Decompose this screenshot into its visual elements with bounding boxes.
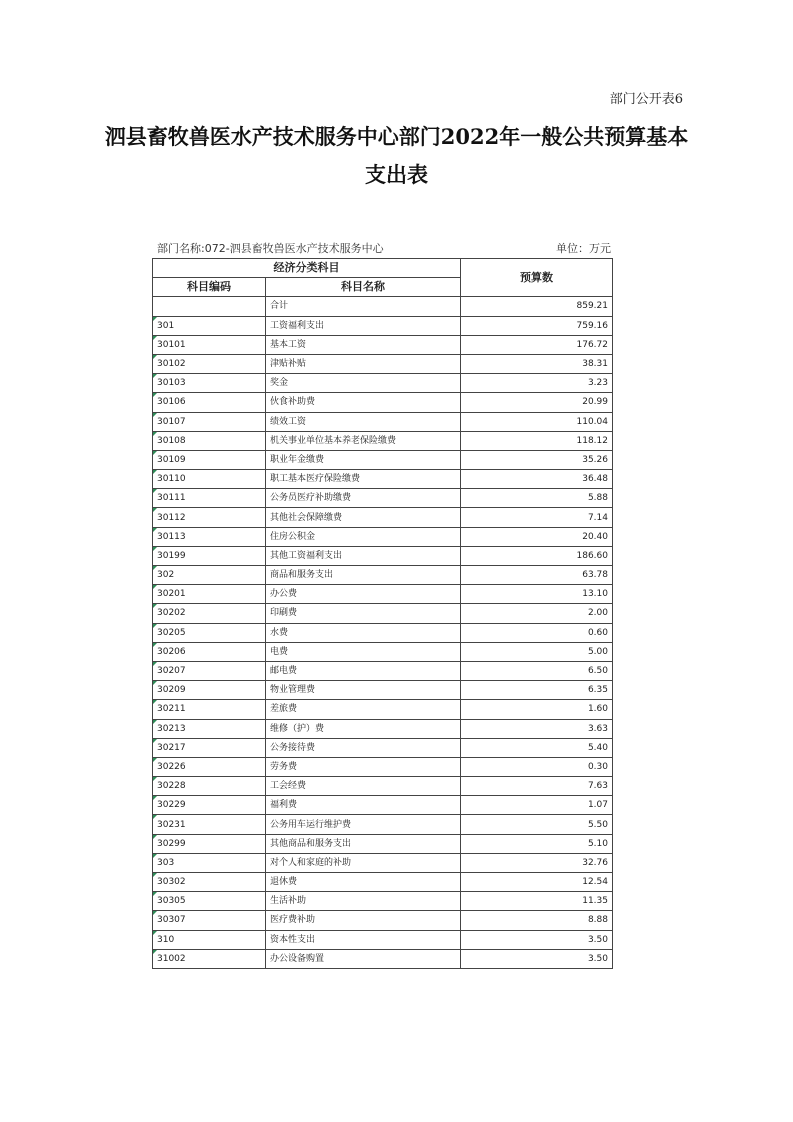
table-row bbox=[153, 892, 613, 911]
table-row bbox=[153, 450, 613, 469]
row-code: 30199 bbox=[153, 546, 266, 565]
row-amount: 12.54 bbox=[461, 873, 613, 892]
row-name: 其他社会保障缴费 bbox=[266, 508, 461, 527]
row-amount: 759.16 bbox=[461, 316, 613, 335]
table-row bbox=[153, 738, 613, 757]
table-row bbox=[153, 777, 613, 796]
header-group: 经济分类科目 bbox=[153, 259, 461, 278]
table-row bbox=[153, 834, 613, 853]
row-amount: 7.63 bbox=[461, 777, 613, 796]
table-row bbox=[153, 527, 613, 546]
row-name: 医疗费补助 bbox=[266, 911, 461, 930]
row-name: 职工基本医疗保险缴费 bbox=[266, 470, 461, 489]
row-name: 其他工资福利支出 bbox=[266, 546, 461, 565]
table-row bbox=[153, 757, 613, 776]
row-name: 其他商品和服务支出 bbox=[266, 834, 461, 853]
table-row bbox=[153, 546, 613, 565]
row-amount: 8.88 bbox=[461, 911, 613, 930]
row-amount: 5.88 bbox=[461, 489, 613, 508]
table-row bbox=[153, 700, 613, 719]
header-amount: 预算数 bbox=[461, 259, 613, 297]
table-row bbox=[153, 316, 613, 335]
row-code: 30209 bbox=[153, 681, 266, 700]
unit-label: 单位：万元 bbox=[556, 242, 611, 255]
row-name: 合计 bbox=[266, 297, 461, 316]
row-name: 维修（护）费 bbox=[266, 719, 461, 738]
row-code: 30112 bbox=[153, 508, 266, 527]
table-row bbox=[153, 604, 613, 623]
row-name: 邮电费 bbox=[266, 661, 461, 680]
row-name: 电费 bbox=[266, 642, 461, 661]
row-amount: 3.50 bbox=[461, 930, 613, 949]
row-name: 工资福利支出 bbox=[266, 316, 461, 335]
row-amount: 0.60 bbox=[461, 623, 613, 642]
row-amount: 176.72 bbox=[461, 335, 613, 354]
row-amount: 20.99 bbox=[461, 393, 613, 412]
row-name: 对个人和家庭的补助 bbox=[266, 853, 461, 872]
table-row bbox=[153, 949, 613, 968]
row-amount: 20.40 bbox=[461, 527, 613, 546]
row-code: 30229 bbox=[153, 796, 266, 815]
row-amount: 5.40 bbox=[461, 738, 613, 757]
row-code: 30211 bbox=[153, 700, 266, 719]
table-row bbox=[153, 431, 613, 450]
table-row bbox=[153, 470, 613, 489]
row-amount: 63.78 bbox=[461, 566, 613, 585]
table-row bbox=[153, 853, 613, 872]
table-row bbox=[153, 335, 613, 354]
row-amount: 186.60 bbox=[461, 546, 613, 565]
row-amount: 5.10 bbox=[461, 834, 613, 853]
row-code: 30231 bbox=[153, 815, 266, 834]
row-amount: 3.63 bbox=[461, 719, 613, 738]
row-amount: 0.30 bbox=[461, 757, 613, 776]
table-row bbox=[153, 661, 613, 680]
row-name: 商品和服务支出 bbox=[266, 566, 461, 585]
row-code: 30206 bbox=[153, 642, 266, 661]
row-name: 公务接待费 bbox=[266, 738, 461, 757]
table-row bbox=[153, 719, 613, 738]
table-row bbox=[153, 489, 613, 508]
row-code bbox=[153, 297, 266, 316]
table-row bbox=[153, 374, 613, 393]
row-code: 30302 bbox=[153, 873, 266, 892]
row-amount: 118.12 bbox=[461, 431, 613, 450]
table-row bbox=[153, 642, 613, 661]
row-amount: 35.26 bbox=[461, 450, 613, 469]
table-row bbox=[153, 566, 613, 585]
table-row bbox=[153, 412, 613, 431]
row-name: 基本工资 bbox=[266, 335, 461, 354]
row-name: 差旅费 bbox=[266, 700, 461, 719]
row-amount: 6.50 bbox=[461, 661, 613, 680]
row-name: 住房公积金 bbox=[266, 527, 461, 546]
row-amount: 3.50 bbox=[461, 949, 613, 968]
row-code: 30107 bbox=[153, 412, 266, 431]
row-code: 30307 bbox=[153, 911, 266, 930]
page-tag: 部门公开表6 bbox=[609, 92, 683, 107]
table-row bbox=[153, 297, 613, 316]
table-row bbox=[153, 585, 613, 604]
table-row bbox=[153, 623, 613, 642]
table-row bbox=[153, 911, 613, 930]
row-name: 奖金 bbox=[266, 374, 461, 393]
header-name: 科目名称 bbox=[266, 278, 461, 297]
table-row bbox=[153, 393, 613, 412]
row-amount: 2.00 bbox=[461, 604, 613, 623]
row-code: 303 bbox=[153, 853, 266, 872]
row-code: 30101 bbox=[153, 335, 266, 354]
row-amount: 1.60 bbox=[461, 700, 613, 719]
row-code: 30217 bbox=[153, 738, 266, 757]
table-row bbox=[153, 815, 613, 834]
row-name: 劳务费 bbox=[266, 757, 461, 776]
row-amount: 38.31 bbox=[461, 354, 613, 373]
row-amount: 110.04 bbox=[461, 412, 613, 431]
row-name: 资本性支出 bbox=[266, 930, 461, 949]
row-amount: 11.35 bbox=[461, 892, 613, 911]
row-amount: 859.21 bbox=[461, 297, 613, 316]
row-name: 机关事业单位基本养老保险缴费 bbox=[266, 431, 461, 450]
row-name: 退休费 bbox=[266, 873, 461, 892]
row-code: 30213 bbox=[153, 719, 266, 738]
row-name: 工会经费 bbox=[266, 777, 461, 796]
row-name: 公务员医疗补助缴费 bbox=[266, 489, 461, 508]
table-row bbox=[153, 930, 613, 949]
row-code: 30228 bbox=[153, 777, 266, 796]
row-amount: 5.50 bbox=[461, 815, 613, 834]
row-name: 物业管理费 bbox=[266, 681, 461, 700]
row-code: 30108 bbox=[153, 431, 266, 450]
row-code: 30305 bbox=[153, 892, 266, 911]
row-code: 30205 bbox=[153, 623, 266, 642]
row-name: 生活补助 bbox=[266, 892, 461, 911]
row-name: 津贴补贴 bbox=[266, 354, 461, 373]
row-code: 301 bbox=[153, 316, 266, 335]
table-body bbox=[153, 297, 613, 969]
row-name: 办公费 bbox=[266, 585, 461, 604]
row-code: 30202 bbox=[153, 604, 266, 623]
row-code: 30299 bbox=[153, 834, 266, 853]
row-amount: 13.10 bbox=[461, 585, 613, 604]
row-amount: 32.76 bbox=[461, 853, 613, 872]
department-name: 部门名称:072-泗县畜牧兽医水产技术服务中心 bbox=[157, 242, 384, 255]
row-code: 30111 bbox=[153, 489, 266, 508]
row-code: 30109 bbox=[153, 450, 266, 469]
row-name: 水费 bbox=[266, 623, 461, 642]
row-amount: 5.00 bbox=[461, 642, 613, 661]
table-row bbox=[153, 681, 613, 700]
budget-table bbox=[152, 258, 613, 969]
row-code: 310 bbox=[153, 930, 266, 949]
table-meta bbox=[157, 240, 611, 258]
row-name: 职业年金缴费 bbox=[266, 450, 461, 469]
table-row bbox=[153, 508, 613, 527]
table-row bbox=[153, 796, 613, 815]
row-code: 30207 bbox=[153, 661, 266, 680]
row-name: 印刷费 bbox=[266, 604, 461, 623]
row-code: 30201 bbox=[153, 585, 266, 604]
row-name: 绩效工资 bbox=[266, 412, 461, 431]
row-amount: 1.07 bbox=[461, 796, 613, 815]
row-code: 30226 bbox=[153, 757, 266, 776]
row-code: 30102 bbox=[153, 354, 266, 373]
row-name: 办公设备购置 bbox=[266, 949, 461, 968]
header-code: 科目编码 bbox=[153, 278, 266, 297]
row-code: 30113 bbox=[153, 527, 266, 546]
row-amount: 7.14 bbox=[461, 508, 613, 527]
table-row bbox=[153, 354, 613, 373]
row-name: 福利费 bbox=[266, 796, 461, 815]
table-row bbox=[153, 873, 613, 892]
page-title: 泗县畜牧兽医水产技术服务中心部门2022年一般公共预算基本支出表 bbox=[104, 124, 689, 187]
row-code: 302 bbox=[153, 566, 266, 585]
row-amount: 3.23 bbox=[461, 374, 613, 393]
row-code: 31002 bbox=[153, 949, 266, 968]
row-amount: 6.35 bbox=[461, 681, 613, 700]
row-amount: 36.48 bbox=[461, 470, 613, 489]
row-name: 伙食补助费 bbox=[266, 393, 461, 412]
row-name: 公务用车运行维护费 bbox=[266, 815, 461, 834]
row-code: 30110 bbox=[153, 470, 266, 489]
row-code: 30106 bbox=[153, 393, 266, 412]
row-code: 30103 bbox=[153, 374, 266, 393]
